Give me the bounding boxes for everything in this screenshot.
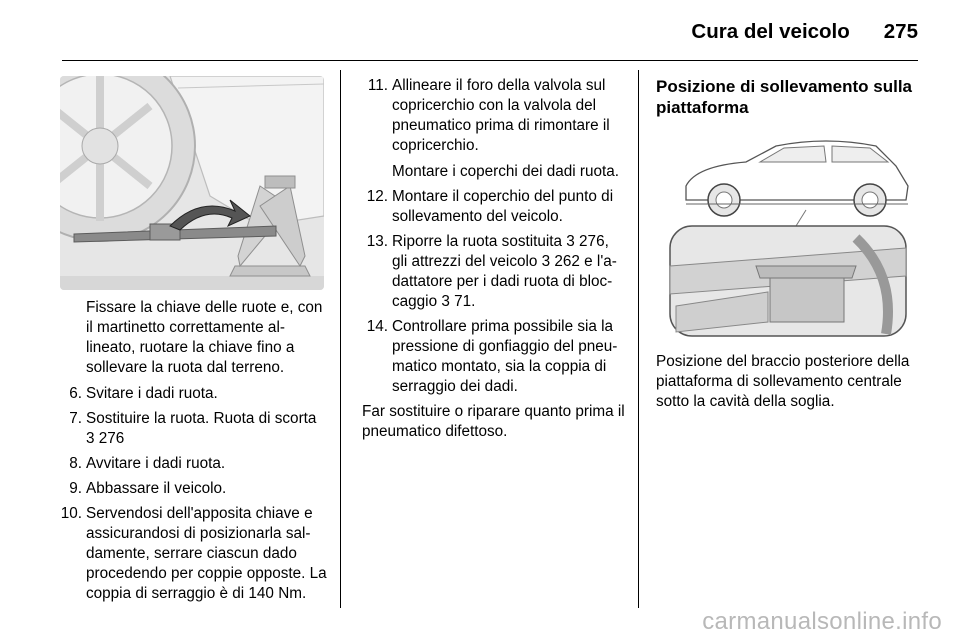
note-text: Far sostituire o riparare quanto prima il pneumatico difettoso. — [362, 403, 625, 440]
page-number: 275 — [883, 20, 918, 43]
list-item: 13. Riporre la ruota sostituita 3 276, gli attrezzi del veicolo 3 262 e l'a-dattatore per i dadi ruota di bloc-caggio 3 71. — [366, 233, 617, 310]
header-rule — [62, 60, 918, 61]
section-heading: Posizione di sollevamento sulla piattaforma — [656, 77, 913, 117]
list-item: 12. Montare il coperchio del punto di sollevamento del veicolo. — [366, 188, 614, 225]
list-item: 9. Abbassare il veicolo. — [69, 480, 227, 497]
list-item: 10. Servendosi dell'apposita chiave e assicurandosi di posizionarla sal-damente, serrare ciascun dado procedendo per coppie opposte. La coppia di serraggio è di 140 Nm. — [60, 505, 327, 602]
jack-wheel-illustration — [60, 76, 324, 290]
lift-platform-illustration — [656, 126, 920, 340]
list-item: 11. Allineare il foro della valvola sul copricerchio con la valvola del pneumatico prima di rimontare il copricerchio. Montare i coperchi dei dadi ruota. — [367, 77, 620, 180]
section-title: Cura del veicolo — [691, 20, 850, 43]
page-header — [691, 14, 918, 50]
column-divider-1 — [340, 70, 341, 608]
column-divider-2 — [638, 70, 639, 608]
list-item: 8. Avvitare i dadi ruota. — [69, 455, 226, 472]
list-item: 14. Controllare prima possibile sia la pressione di gonfiaggio del pneu-matico montato, sia la coppia di serraggio dei dadi. — [366, 318, 618, 395]
column-1 — [46, 76, 328, 609]
list-item: 6. Svitare i dadi ruota. — [69, 385, 218, 402]
watermark: carmanualsonline.info — [702, 608, 942, 635]
list-item: 7. Sostituire la ruota. Ruota di scorta 3 276 — [69, 410, 317, 447]
page-reference: 3 276 — [86, 430, 125, 447]
column-3 — [656, 76, 922, 412]
column-2 — [352, 76, 628, 442]
figure-caption: Posizione del braccio posteriore della piattaforma di sollevamento centrale sotto la cavità della soglia. — [656, 353, 910, 410]
figure-caption: Fissare la chiave delle ruote e, con il martinetto correttamente al-lineato, ruotare la chiave fino a sollevare la ruota dal terreno. — [86, 299, 323, 376]
